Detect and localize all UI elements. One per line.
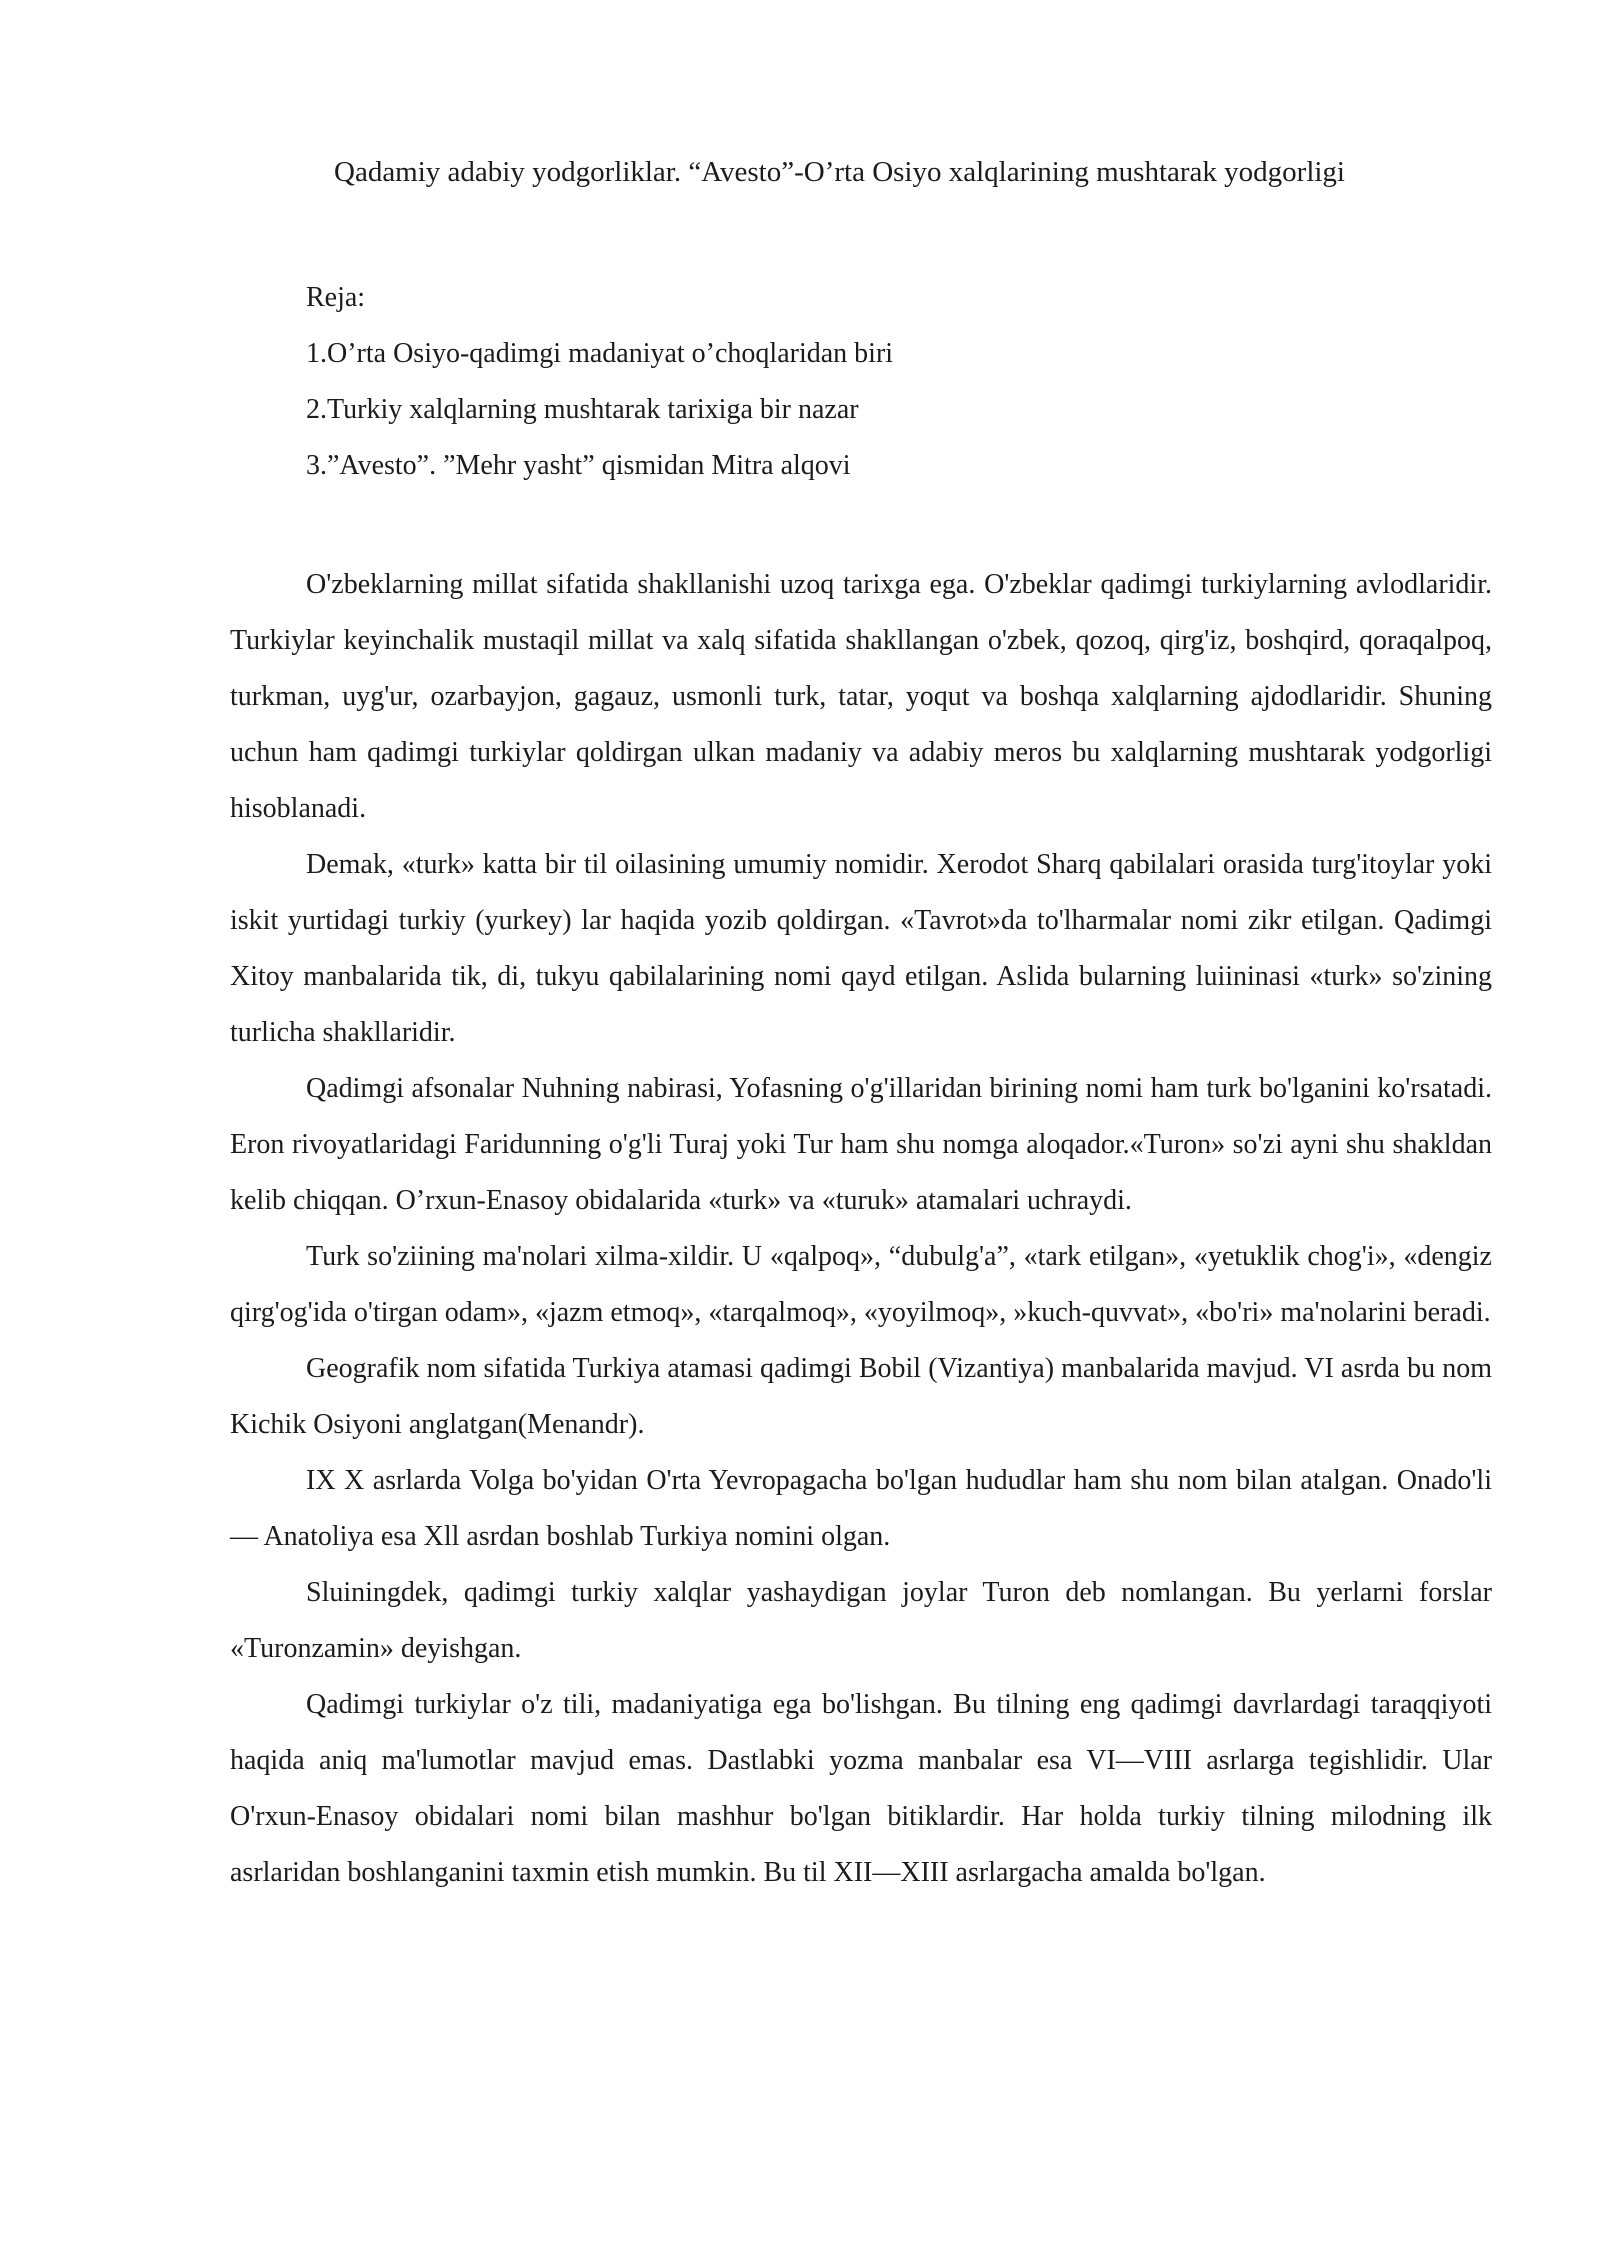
document-title: Qadamiy adabiy yodgorliklar. “Avesto”-O’rta Osiyo xalqlarining mushtarak yodgorligi	[334, 156, 1345, 188]
paragraph: O'zbeklarning millat sifatida shakllanishi uzoq tarixga ega. O'zbeklar qadimgi turkiylarning avlodlaridir. Turkiylar keyinchalik mustaqil millat va xalq sifatida shakllangan o'zbek, qozoq, qirg'iz, boshqird, qoraqalpoq, turkman, uyg'ur, ozarbayjon, gagauz, usmonli turk, tatar, yoqut va boshqa xalqlarning ajdodlaridir. Shuning uchun ham qadimgi turkiylar qoldirgan ulkan madaniy va adabiy meros bu xalqlarning mushtarak yodgorligi hisoblanadi.	[230, 569, 1492, 824]
plan-section	[306, 270, 893, 494]
paragraph: Qadimgi afsonalar Nuhning nabirasi, Yofasning o'g'illaridan birining nomi ham turk bo'lganini ko'rsatadi. Eron rivoyatlaridagi Faridunning o'g'li Turaj yoki Tur ham shu nomga aloqador.«Turon» so'zi ayni shu shakldan kelib chiqqan. O’rxun-Enasoy obidalarida «turk» va «turuk» atamalari uchraydi.	[230, 1073, 1492, 1216]
paragraph: Qadimgi turkiylar o'z tili, madaniyatiga ega bo'lishgan. Bu tilning eng qadimgi davrlardagi taraqqiyoti haqida aniq ma'lumotlar mavjud emas. Dastlabki yozma manbalar esa VI—VIII asrlarga tegishlidir. Ular O'rxun-Enasoy obidalari nomi bilan mashhur bo'lgan bitiklardir. Har holda turkiy tilning milodning ilk asrlaridan boshlanganini taxmin etish mumkin. Bu til XII—XIII asrlargacha amalda bo'lgan.	[230, 1689, 1492, 1888]
paragraph: Sluiningdek, qadimgi turkiy xalqlar yashaydigan joylar Turon deb nomlangan. Bu yerlarni forslar «Turonzamin» deyishgan.	[230, 1577, 1492, 1664]
plan-item: 2.Turkiy xalqlarning mushtarak tarixiga bir nazar	[306, 394, 859, 425]
plan-item: 3.”Avesto”. ”Mehr yasht” qismidan Mitra alqovi	[306, 450, 851, 481]
plan-heading: Reja:	[306, 282, 366, 313]
paragraph: Turk so'ziining ma'nolari xilma-xildir. U «qalpoq», “dubulg'a”, «tark etilgan», «yetuklik chog'i», «dengiz qirg'og'ida o'tirgan odam», «jazm etmoq», «tarqalmoq», «yoyilmoq», »kuch-quvvat», «bo'ri» ma'nolarini beradi.	[230, 1241, 1492, 1328]
paragraph: Demak, «turk» katta bir til oilasining umumiy nomidir. Xerodot Sharq qabilalari orasida turg'itoylar yoki iskit yurtidagi turkiy (yurkey) lar haqida yozib qoldirgan. «Tavrot»da to'lharmalar nomi zikr etilgan. Qadimgi Xitoy manbalarida tik, di, tukyu qabilalarining nomi qayd etilgan. Aslida bularning luiininasi «turk» so'zining turlicha shakllaridir.	[230, 849, 1492, 1048]
plan-item: 1.O’rta Osiyo-qadimgi madaniyat o’choqlaridan biri	[306, 338, 894, 369]
paragraph: Geografik nom sifatida Turkiya atamasi qadimgi Bobil (Vizantiya) manbalarida mavjud. VI asrda bu nom Kichik Osiyoni anglatgan(Menandr).	[230, 1353, 1492, 1440]
body-text	[230, 557, 1492, 1901]
paragraph: IX X asrlarda Volga bo'yidan O'rta Yevropagacha bo'lgan hududlar ham shu nom bilan atalgan. Onado'li — Anatoliya esa Xll asrdan boshlab Turkiya nomini olgan.	[230, 1465, 1492, 1552]
